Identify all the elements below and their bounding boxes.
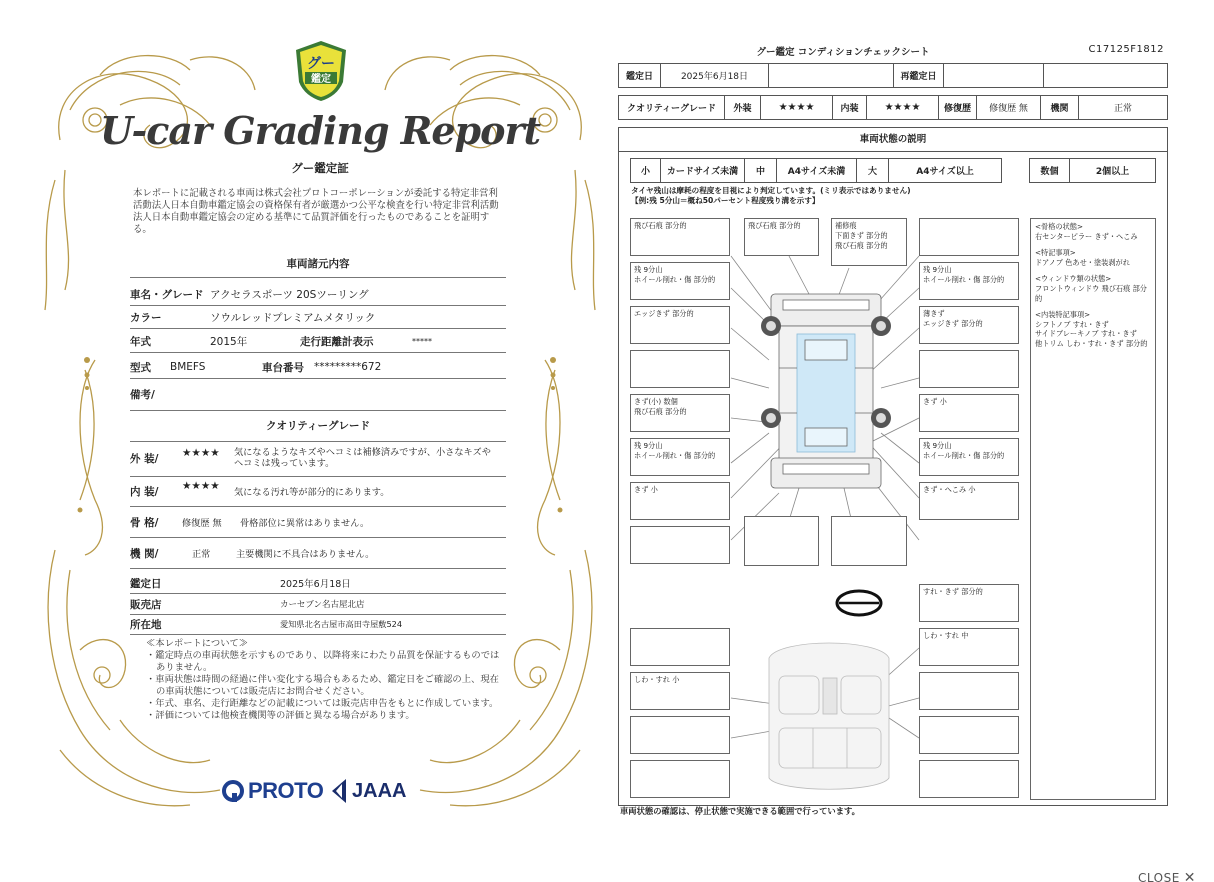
divider (130, 352, 506, 353)
exterior-comment: 気になるようなキズやヘコミは補修済みですが、小さなキズやヘコミは残っています。 (234, 447, 491, 469)
condition-check-sheet (618, 38, 1170, 818)
odometer-label: 走行距離計表示 (300, 335, 374, 348)
condition-box (919, 218, 1019, 256)
condition-box (919, 672, 1019, 710)
frame-comment: 骨格部位に異常はありません。 (240, 518, 370, 529)
note-item: ・評価については他検査機関等の評価と異なる場合があります。 (146, 710, 415, 721)
date-value: 2025年6月18日 (661, 64, 769, 88)
exterior-stars: ★★★★ (182, 447, 220, 459)
interior-label: 内装 (833, 96, 867, 120)
condition-box: きず 小 (630, 482, 730, 520)
engine-label: 機 関/ (130, 547, 159, 560)
repair-label: 修復歴 (939, 96, 977, 120)
report-script-title: U-car Grading Report (99, 108, 541, 153)
remarks-row (130, 384, 506, 404)
condition-box: 補修痕 下面きず 部分的 飛び石痕 部分的 (831, 218, 907, 266)
side-note: <ウィンドウ類の状態> フロントウィンドウ 飛び石痕 部分的 (1035, 274, 1147, 303)
condition-box: しわ・すれ 中 (919, 628, 1019, 666)
repair-value: 修復歴 無 (977, 96, 1041, 120)
condition-box: 残 9分山 ホイール削れ・傷 部分的 (630, 262, 730, 300)
condition-box (630, 628, 730, 666)
proto-mark-icon (222, 780, 244, 802)
goo-kantei-shield-logo (293, 40, 349, 102)
dealer-row (130, 595, 506, 613)
tread-note-line: タイヤ残山は摩耗の程度を目視により判定しています。(ミリ表示ではありません) (631, 186, 911, 195)
divider (130, 328, 506, 329)
dealer-label: 販売店 (130, 598, 162, 611)
logo-text-top: グー (307, 56, 335, 72)
engine-value: 正常 (192, 549, 211, 560)
appraisal-date-value: 2025年6月18日 (280, 579, 351, 590)
note-item: ・車両状態は時間の経過に伴い変化する場合もあるため、鑑定日をご確認の上、現在の車両状態については販売店にお問合せください。 (146, 674, 499, 697)
divider (130, 305, 506, 306)
year-row (130, 331, 506, 351)
close-button[interactable] (1138, 870, 1196, 882)
note-item: ・年式、車名、走行距離などの記載については販売店申告をもとに作成しています。 (146, 698, 499, 709)
quality-label: クオリティーグレード (619, 96, 725, 120)
reappraisal-label: 再鑑定日 (894, 64, 944, 88)
proto-logo (222, 778, 323, 804)
divider (130, 378, 506, 379)
frame-row (130, 510, 506, 534)
condition-box (630, 526, 730, 564)
exterior-row (130, 444, 506, 474)
chassis-value: *********672 (314, 361, 382, 373)
side-note: <骨格の状態> 右センターピラー きず・へこみ (1035, 222, 1138, 241)
tread-note-line: 【例:残 5分山＝概ね50パーセント程度残り溝を示す】 (631, 195, 820, 205)
engine-value: 正常 (1079, 96, 1168, 120)
size-small-desc: カードサイズ未満 (661, 159, 745, 183)
specs-title: 車両諸元内容 (286, 258, 350, 270)
certificate-intro: 本レポートに記載される車両は株式会社プロトコーポレーションが委託する特定非営利活動法人日本自動車鑑定協会の資格保有者が厳選かつ公平な検査を行い特定非営利活動法人日本自動車鑑定協会の定める基準にて品質評価を行ったものであることを証明する。 (133, 188, 499, 235)
condition-box: 飛び石痕 部分的 (630, 218, 730, 256)
condition-box: きず・へこみ 小 (919, 482, 1019, 520)
color-row (130, 307, 506, 327)
close-icon: ✕ (1183, 870, 1197, 882)
exterior-label: 外装 (725, 96, 761, 120)
year-value: 2015年 (210, 335, 248, 348)
condition-box: 残 9分山 ホイール削れ・傷 部分的 (919, 438, 1019, 476)
interior-row (130, 478, 506, 504)
condition-box: きず 小 (919, 394, 1019, 432)
dealer-value: カーセブン名古屋北店 (280, 600, 365, 610)
divider (130, 476, 506, 477)
frame-value: 修復歴 無 (182, 518, 222, 529)
side-note: <特記事項> ドアノブ 色あせ・塗装剥がれ (1035, 248, 1130, 267)
divider (130, 568, 506, 569)
condition-box: 残 9分山 ホイール削れ・傷 部分的 (919, 262, 1019, 300)
interior-comment: 気になる汚れ等が部分的にあります。 (234, 487, 390, 498)
count-label: 数個 (1030, 159, 1070, 183)
interior-label: 内 装/ (130, 485, 159, 498)
condition-box: きず(小) 数個 飛び石痕 部分的 (630, 394, 730, 432)
engine-label: 機関 (1041, 96, 1079, 120)
notes-title: ≪本レポートについて≫ (146, 638, 249, 649)
model-row (130, 357, 506, 377)
color-label: カラー (130, 311, 162, 324)
remarks-label: 備考/ (130, 388, 155, 401)
quality-table (618, 95, 1168, 120)
jaaa-logo (330, 778, 406, 804)
reappraisal-value (944, 64, 1044, 88)
count-desc: 2個以上 (1070, 159, 1156, 183)
condition-box: 飛び石痕 部分的 (744, 218, 819, 256)
condition-box: しわ・すれ 小 (630, 672, 730, 710)
divider (130, 506, 506, 507)
interior-stars: ★★★★ (867, 96, 939, 120)
car-top-view (771, 294, 881, 488)
odometer-value: ***** (412, 336, 432, 346)
name-grade-row (130, 284, 506, 304)
engine-row (130, 541, 506, 565)
side-note: <内装特記事項> シフトノブ すれ・きず サイドブレーキノブ すれ・きず 他トリム しわ・すれ・きず 部分的 (1035, 310, 1148, 348)
appraisal-date-row (130, 574, 506, 592)
report-notes (146, 638, 506, 722)
size-small: 小 (631, 159, 661, 183)
jaaa-logo-text: JAAA (352, 779, 407, 802)
divider (130, 277, 506, 278)
logo-text-bottom: 鑑定 (311, 74, 331, 85)
size-mid-desc: A4サイズ未満 (777, 159, 857, 183)
exterior-label: 外 装/ (130, 453, 159, 465)
steering-wheel-icon (837, 591, 881, 615)
quality-grade-title: クオリティーグレード (266, 420, 370, 432)
condition-box (831, 516, 907, 566)
condition-box (630, 760, 730, 798)
condition-box (744, 516, 819, 566)
condition-box: エッジきず 部分的 (630, 306, 730, 344)
model-value: BMEFS (170, 361, 206, 373)
condition-box (919, 350, 1019, 388)
address-value: 愛知県北名古屋市高田寺屋敷524 (280, 618, 403, 629)
car-interior-view (769, 643, 889, 789)
address-label: 所在地 (130, 618, 162, 631)
sheet-footer: 車両状態の確認は、停止状態で実施できる範囲で行っています。 (620, 806, 860, 816)
divider (130, 634, 506, 635)
color-value: ソウルレッドプレミアムメタリック (210, 311, 376, 324)
size-large-desc: A4サイズ以上 (889, 159, 1002, 183)
condition-box (630, 350, 730, 388)
condition-title: 車両状態の説明 (619, 128, 1167, 152)
date-table (618, 63, 1168, 88)
exterior-stars: ★★★★ (761, 96, 833, 120)
condition-box (919, 716, 1019, 754)
certificate-subtitle: グー鑑定証 (291, 161, 349, 175)
size-mid: 中 (745, 159, 777, 183)
divider (130, 441, 506, 442)
sheet-title: グー鑑定 コンディションチェックシート (756, 47, 930, 58)
name-grade-value: アクセラスポーツ 20Sツーリング (210, 288, 369, 301)
note-item: ・鑑定時点の車両状態を示すものであり、以降将来にわたり品質を保証するものではありません。 (146, 650, 500, 673)
empty-cell (769, 64, 894, 88)
condition-box: すれ・きず 部分的 (919, 584, 1019, 622)
proto-logo-text: PROTO (248, 778, 324, 803)
divider (130, 537, 506, 538)
divider (130, 410, 506, 411)
name-grade-label: 車名・グレード (130, 288, 204, 301)
empty-cell (1044, 64, 1168, 88)
interior-stars: ★★★★ (182, 480, 220, 492)
sheet-id: C17125F1812 (1088, 44, 1164, 55)
size-large: 大 (857, 159, 889, 183)
condition-box: 残 9分山 ホイール削れ・傷 部分的 (630, 438, 730, 476)
condition-box: 薄きず エッジきず 部分的 (919, 306, 1019, 344)
jaaa-mark-icon (330, 778, 348, 804)
chassis-label: 車台番号 (262, 361, 304, 374)
frame-label: 骨 格/ (130, 516, 159, 529)
model-label: 型式 (130, 361, 151, 374)
condition-box (919, 760, 1019, 798)
grading-certificate (40, 30, 600, 830)
divider (130, 593, 506, 594)
date-label: 鑑定日 (619, 64, 661, 88)
condition-box (630, 716, 730, 754)
condition-panel (618, 127, 1168, 806)
close-label: CLOSE (1138, 871, 1180, 882)
address-row (130, 615, 506, 633)
appraisal-date-label: 鑑定日 (130, 577, 162, 590)
year-label: 年式 (130, 335, 151, 348)
special-notes-panel (1030, 218, 1156, 800)
engine-comment: 主要機関に不具合はありません。 (236, 549, 375, 560)
